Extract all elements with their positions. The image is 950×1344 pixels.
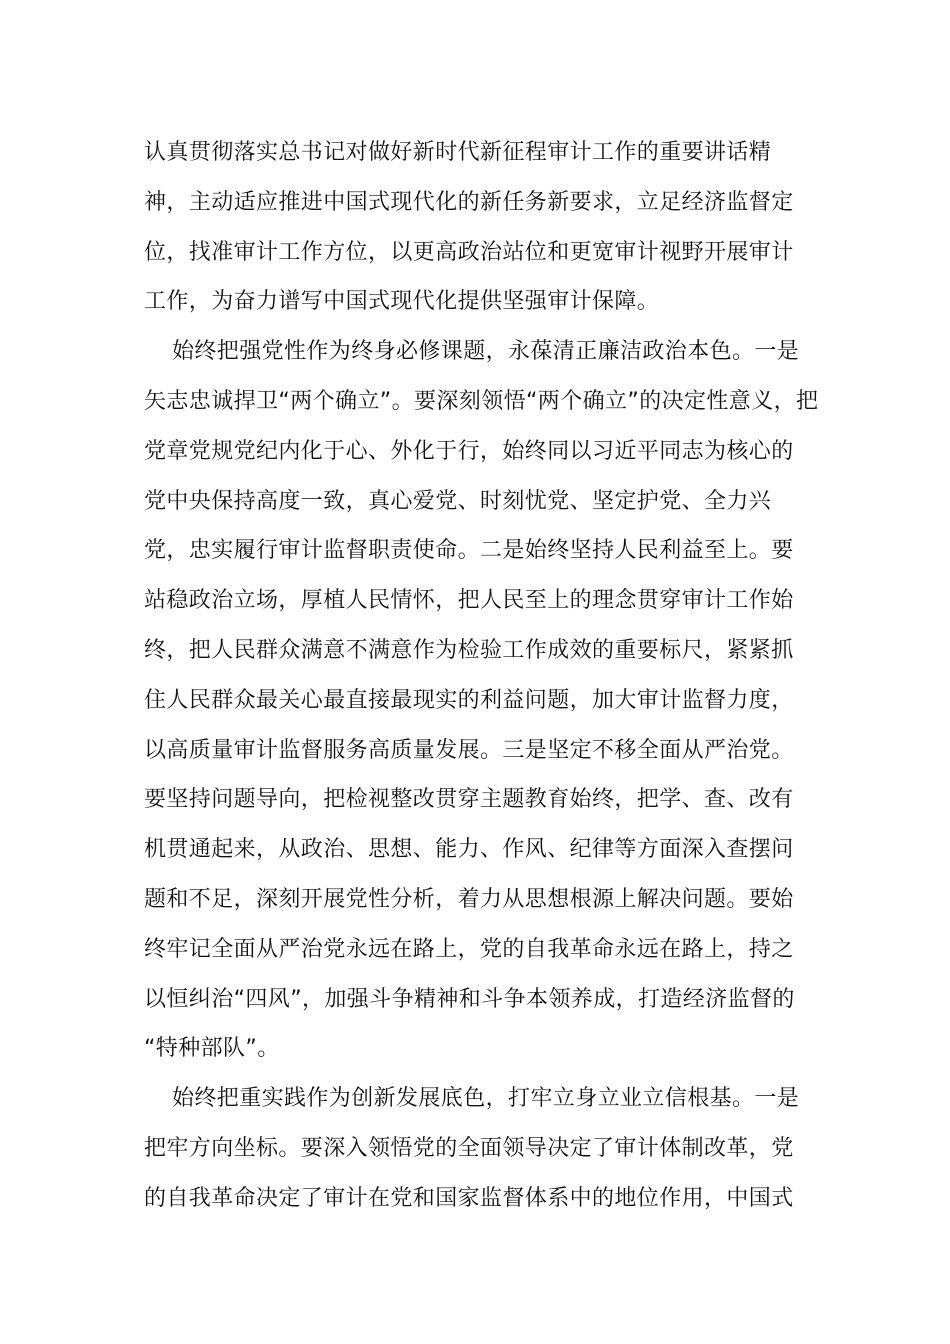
text-line-16: 题和不足，深刻开展党性分析，着力从思想根源上解决问题。要始 bbox=[144, 886, 794, 912]
text-line-2: 神，主动适应推进中国式现代化的新任务新要求，立足经济监督定 bbox=[144, 189, 794, 215]
text-line-11: 终，把人民群众满意不满意作为检验工作成效的重要标尺，紧紧抓 bbox=[144, 637, 794, 663]
text-line-3: 位，找准审计工作方位，以更高政治站位和更宽审计视野开展审计 bbox=[144, 239, 794, 265]
text-line-6: 矢志忠诚捍卫“两个确立”。要深刻领悟“两个确立”的决定性意义，把 bbox=[144, 388, 819, 414]
text-line-14: 要坚持问题导向，把检视整改贯穿主题教育始终，把学、查、改有 bbox=[144, 787, 794, 813]
text-line-13: 以高质量审计监督服务高质量发展。三是坚定不移全面从严治党。 bbox=[144, 737, 794, 763]
text-line-1: 认真贯彻落实总书记对做好新时代新征程审计工作的重要讲话精 bbox=[144, 140, 772, 165]
text-line-4: 工作，为奋力谱写中国式现代化提供坚强审计保障。 bbox=[144, 289, 660, 315]
text-line-18: 以恒纠治“四风”，加强斗争精神和斗争本领养成，打造经济监督的 bbox=[144, 986, 795, 1012]
text-line-21: 把牢方向坐标。要深入领悟党的全面领导决定了审计体制改革，党 bbox=[144, 1135, 794, 1161]
text-line-19: “特种部队”。 bbox=[144, 1036, 280, 1062]
text-line-10: 站稳政治立场，厚植人民情怀，把人民至上的理念贯穿审计工作始 bbox=[144, 588, 794, 614]
text-line-9: 党，忠实履行审计监督职责使命。二是始终坚持人民利益至上。要 bbox=[144, 538, 794, 564]
text-line-17: 终牢记全面从严治党永远在路上，党的自我革命永远在路上，持之 bbox=[144, 936, 794, 962]
text-line-22: 的自我革命决定了审计在党和国家监督体系中的地位作用，中国式 bbox=[144, 1185, 794, 1211]
text-line-5: 始终把强党性作为终身必修课题，永葆清正廉洁政治本色。一是 bbox=[172, 339, 800, 365]
text-line-7: 党章党规党纪内化于心、外化于行，始终同以习近平同志为核心的 bbox=[144, 438, 794, 464]
text-line-12: 住人民群众最关心最直接最现实的利益问题，加大审计监督力度， bbox=[144, 687, 794, 713]
text-line-8: 党中央保持高度一致，真心爱党、时刻忧党、坚定护党、全力兴 bbox=[144, 488, 772, 514]
text-line-15: 机贯通起来，从政治、思想、能力、作风、纪律等方面深入查摆问 bbox=[144, 837, 794, 863]
text-line-20: 始终把重实践作为创新发展底色，打牢立身立业立信根基。一是 bbox=[172, 1086, 800, 1112]
document-body bbox=[144, 128, 819, 1224]
